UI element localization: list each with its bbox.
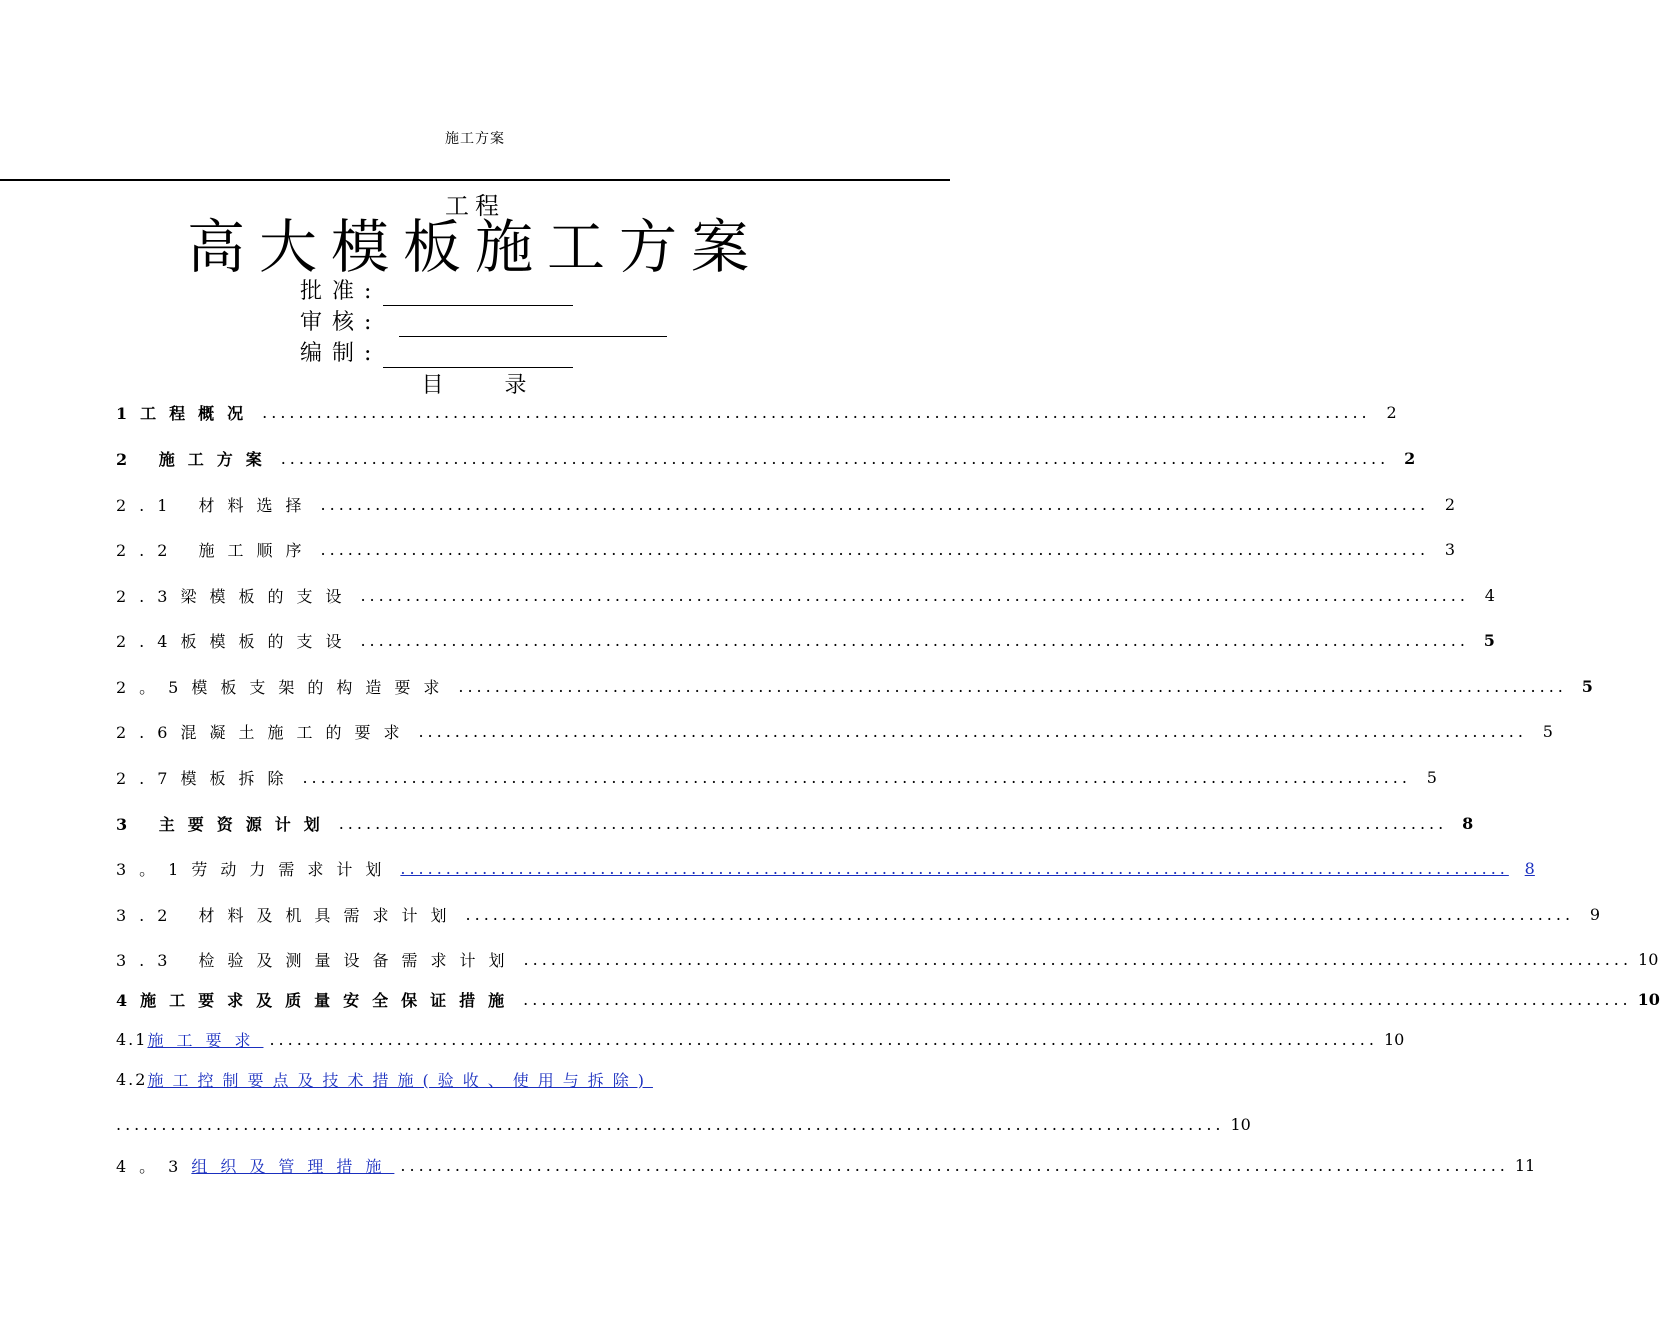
toc-item[interactable] bbox=[116, 945, 1659, 973]
toc-item-prefix: 4。3 bbox=[116, 1156, 192, 1176]
toc-leader: .......................................................................................................................... bbox=[360, 585, 1469, 605]
toc-leader: .......................................................................................................................... bbox=[418, 721, 1527, 741]
toc-leader: .......................................................................................................................... bbox=[262, 402, 1371, 422]
review-line[interactable] bbox=[399, 314, 667, 337]
page-header: 施工方案 bbox=[445, 131, 505, 147]
toc-item-continuation[interactable] bbox=[116, 1110, 1251, 1138]
toc-leader-link[interactable]: .......................................................................................................................... bbox=[400, 858, 1509, 878]
toc-leader: .......................................................................................................................... bbox=[523, 989, 1632, 1009]
toc-leader: .......................................................................................................................... bbox=[280, 448, 1390, 468]
toc-item-link[interactable]: 施工控制要点及技术措施(验收、使用与拆除) bbox=[147, 1070, 653, 1090]
toc-item-label: 2.7模板拆除 bbox=[116, 768, 297, 788]
toc-heading: 目 录 bbox=[421, 373, 529, 398]
approve-label: 批准: bbox=[300, 279, 382, 304]
toc-leader: .......................................................................................................................... bbox=[320, 539, 1430, 559]
toc-item-label: 2.6混凝土施工的要求 bbox=[116, 722, 413, 742]
toc-item[interactable] bbox=[116, 1025, 1405, 1053]
toc-item-page: 2 bbox=[1444, 494, 1456, 514]
toc-leader: .......................................................................................................................... bbox=[302, 767, 1411, 787]
toc-item[interactable] bbox=[116, 854, 1535, 882]
toc-item[interactable] bbox=[116, 626, 1495, 654]
toc-item-page: 5 bbox=[1542, 721, 1553, 741]
toc-item-label: 2.2 施工顺序 bbox=[116, 540, 315, 560]
toc-item-label: 2 施工方案 bbox=[116, 449, 275, 469]
toc-leader: .......................................................................................................................... bbox=[465, 904, 1575, 924]
approve-line[interactable] bbox=[383, 283, 573, 306]
compile-label: 编制: bbox=[300, 341, 382, 366]
toc-item-page: 10 bbox=[1637, 989, 1660, 1009]
toc-item-page: 3 bbox=[1444, 539, 1456, 559]
doc-subtitle: 工程 bbox=[445, 192, 505, 220]
toc-item-page: 11 bbox=[1514, 1155, 1536, 1175]
toc-item-label: 3。1劳动力需求计划 bbox=[116, 859, 395, 879]
toc-item-label: 3.2 材料及机具需求计划 bbox=[116, 905, 460, 925]
review-field bbox=[300, 309, 667, 337]
toc-item-prefix: 4.2 bbox=[116, 1069, 148, 1089]
review-label: 审核: bbox=[300, 310, 382, 335]
toc-item[interactable] bbox=[116, 985, 1660, 1013]
toc-item[interactable] bbox=[116, 581, 1495, 609]
toc-item[interactable] bbox=[116, 535, 1456, 563]
toc-item-page: 10 bbox=[1230, 1114, 1251, 1134]
toc-item-page: 9 bbox=[1589, 904, 1601, 924]
toc-item-label: 3.3 检验及测量设备需求计划 bbox=[116, 950, 518, 970]
toc-leader: .......................................................................................................................... bbox=[360, 630, 1469, 650]
toc-item-page: 5 bbox=[1483, 630, 1495, 650]
toc-item[interactable] bbox=[116, 1151, 1536, 1179]
toc-leader: .......................................................................................................................... bbox=[320, 494, 1430, 514]
toc-item-label: 2.4板模板的支设 bbox=[116, 631, 355, 651]
toc-item[interactable] bbox=[116, 672, 1593, 700]
toc-item-link[interactable]: 施工要求 bbox=[147, 1030, 264, 1050]
toc-leader: .......................................................................................................................... bbox=[269, 1029, 1378, 1049]
toc-item[interactable] bbox=[116, 900, 1601, 928]
approve-field bbox=[300, 278, 573, 306]
toc-item-link[interactable]: 组织及管理措施 bbox=[191, 1156, 395, 1176]
toc-item-page: 10 bbox=[1383, 1029, 1405, 1049]
toc-item-page: 5 bbox=[1581, 676, 1593, 696]
toc-item-page: 10 bbox=[1638, 949, 1659, 969]
header-rule bbox=[0, 179, 950, 181]
toc-item[interactable] bbox=[116, 809, 1474, 837]
toc-item-page: 2 bbox=[1386, 402, 1397, 422]
toc-item-page: 2 bbox=[1404, 448, 1416, 468]
toc-item[interactable] bbox=[116, 490, 1456, 518]
compile-field bbox=[300, 340, 573, 368]
toc-leader: .......................................................................................................................... bbox=[116, 1114, 1225, 1134]
toc-item-page-link[interactable]: 8 bbox=[1524, 858, 1535, 878]
toc-item-label: 2.3梁模板的支设 bbox=[116, 586, 355, 606]
toc-item[interactable] bbox=[116, 444, 1416, 472]
toc-item[interactable] bbox=[116, 398, 1397, 426]
toc-item-prefix: 4.1 bbox=[116, 1029, 148, 1049]
toc-item-label: 2。5模板支架的构造要求 bbox=[116, 677, 453, 697]
toc-item-label: 1工程概况 bbox=[116, 403, 257, 423]
toc-leader: .......................................................................................................................... bbox=[458, 676, 1567, 696]
toc-leader: .......................................................................................................................... bbox=[338, 813, 1448, 833]
toc-leader: .......................................................................................................................... bbox=[400, 1155, 1509, 1175]
compile-line[interactable] bbox=[383, 345, 573, 368]
toc-item-page: 4 bbox=[1484, 585, 1495, 605]
toc-item-label: 3 主要资源计划 bbox=[116, 814, 333, 834]
toc-leader: .......................................................................................................................... bbox=[523, 949, 1633, 969]
toc-item-label: 4施工要求及质量安全保证措施 bbox=[116, 990, 518, 1010]
toc-item-page: 5 bbox=[1426, 767, 1437, 787]
toc-item[interactable] bbox=[116, 717, 1553, 745]
toc-item-label: 2.1 材料选择 bbox=[116, 495, 315, 515]
doc-title: 高大模板施工方案 bbox=[186, 213, 763, 281]
toc-item-page: 8 bbox=[1462, 813, 1474, 833]
toc-item[interactable] bbox=[116, 763, 1437, 791]
toc-item[interactable] bbox=[116, 1065, 838, 1093]
